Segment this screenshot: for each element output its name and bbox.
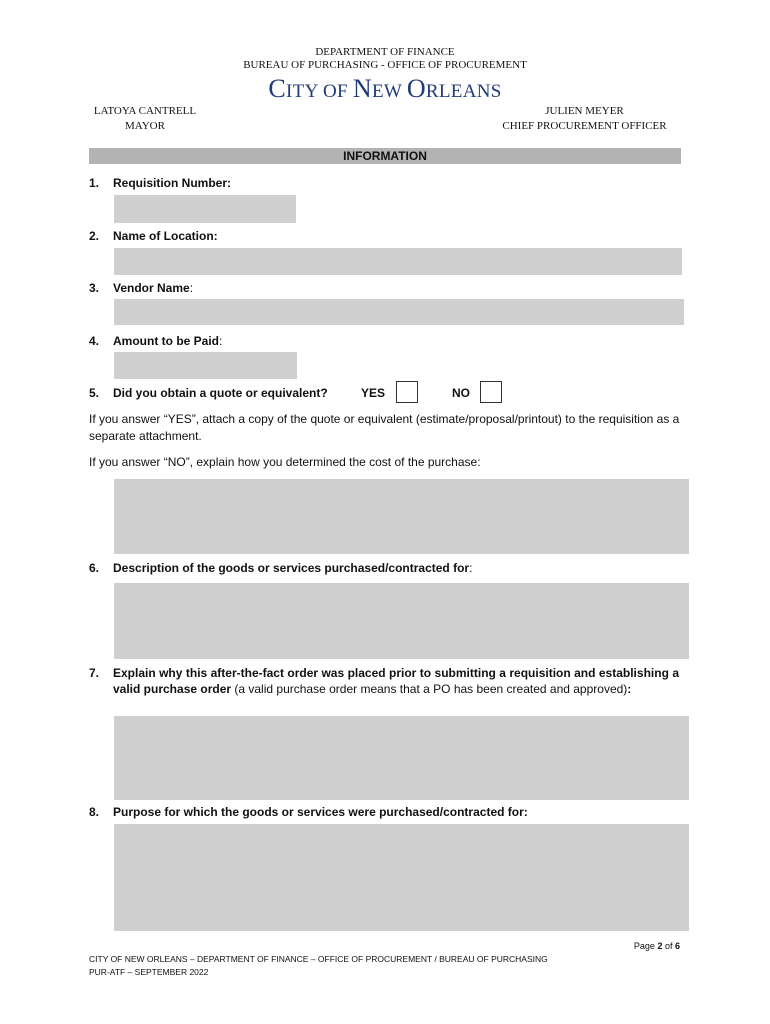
section-title: INFORMATION (89, 148, 681, 164)
question-4: 4. Amount to be Paid: (89, 334, 223, 348)
department-line: DEPARTMENT OF FINANCE (315, 46, 455, 58)
question-8: 8. Purpose for which the goods or services were purchased/contracted for: (89, 805, 528, 819)
footer-form-id: PUR-ATF – SEPTEMBER 2022 (89, 967, 209, 977)
question-6: 6. Description of the goods or services purchased/contracted for: (89, 561, 473, 575)
question-1: 1. Requisition Number: (89, 176, 232, 190)
bureau-line: BUREAU OF PURCHASING - OFFICE OF PROCUREMENT (243, 59, 527, 71)
mayor-title: MAYOR (125, 120, 165, 132)
question-2: 2. Name of Location: (89, 229, 218, 243)
yes-instructions: If you answer “YES”, attach a copy of the quote or equivalent (estimate/proposal/printout) to the requisition as a separate attachment. (89, 412, 680, 443)
yes-checkbox[interactable] (396, 381, 418, 403)
mayor-name: LATOYA CANTRELL (93, 105, 197, 117)
no-instructions: If you answer “NO”, explain how you determined the cost of the purchase: (89, 455, 481, 469)
question-label: Vendor Name: (113, 281, 194, 295)
location-name-field[interactable] (114, 248, 682, 275)
question-label: Requisition Number: (113, 176, 232, 190)
cpo-title: CHIEF PROCUREMENT OFFICER (502, 120, 667, 132)
no-label: NO (452, 386, 470, 400)
cpo-name: JULIEN MEYER (545, 105, 624, 117)
mayor-block (80, 104, 210, 134)
question-label: Name of Location: (113, 229, 218, 243)
purchase-purpose-field[interactable] (114, 824, 689, 931)
question-label: Amount to be Paid: (113, 334, 223, 348)
question-label: Explain why this after-the-fact order was placed prior to submitting a requisition and establishing a valid purchase order (a valid purchase order means that a PO has been created and approved): (113, 666, 679, 696)
amount-paid-field[interactable] (114, 352, 297, 379)
goods-description-field[interactable] (114, 583, 689, 659)
vendor-name-field[interactable] (114, 299, 684, 325)
requisition-number-field[interactable] (114, 195, 296, 223)
cost-determination-field[interactable] (114, 479, 689, 554)
page-number: Page 2 of 6 (633, 941, 680, 951)
question-5: 5. Did you obtain a quote or equivalent? (89, 386, 328, 400)
question-7: 7. Explain why this after-the-fact order was placed prior to submitting a requisition and establishing a valid purchase order (a valid purchase order means that a PO has been created and approved): (89, 666, 679, 696)
question-label: Did you obtain a quote or equivalent? (113, 386, 328, 400)
question-3: 3. Vendor Name: (89, 281, 194, 295)
question-label: Purpose for which the goods or services were purchased/contracted for: (113, 805, 528, 819)
question-label: Description of the goods or services purchased/contracted for: (113, 561, 473, 575)
cpo-block (492, 104, 677, 134)
no-checkbox[interactable] (480, 381, 502, 403)
department-header (0, 46, 770, 72)
after-the-fact-reason-field[interactable] (114, 716, 689, 800)
city-title: CITY OF NEW ORLEANS (268, 74, 502, 103)
footer-org-line: CITY OF NEW ORLEANS – DEPARTMENT OF FINANCE – OFFICE OF PROCUREMENT / BUREAU OF PURCHASING (89, 954, 548, 964)
yes-label: YES (361, 386, 386, 400)
